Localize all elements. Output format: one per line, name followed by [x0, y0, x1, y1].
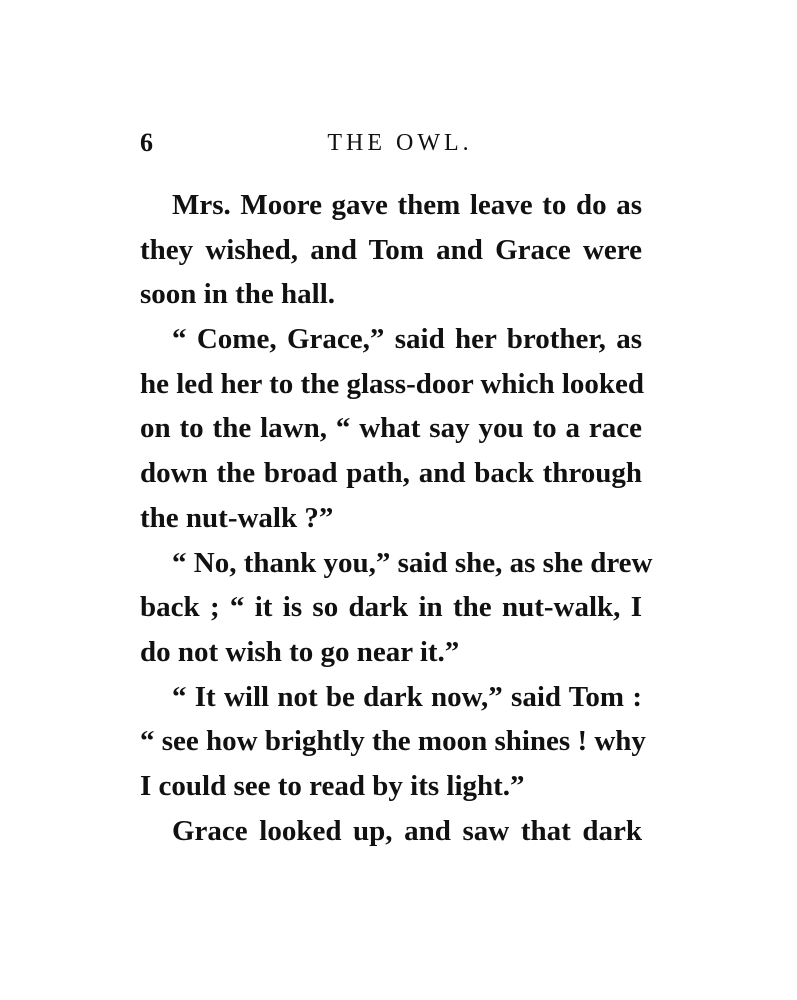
text-line: on to the lawn, “ what say you to a race: [140, 412, 642, 445]
text-line: soon in the hall.: [140, 278, 335, 311]
text-line: back ; “ it is so dark in the nut-walk, I: [140, 591, 642, 624]
text-line: “ Come, Grace,” said her brother, as: [172, 323, 642, 356]
page-header: [140, 128, 642, 168]
text-line: the nut-walk ?”: [140, 501, 334, 534]
text-line: Mrs. Moore gave them leave to do as: [172, 189, 642, 221]
page-number: 6: [140, 128, 153, 157]
body-text: [140, 183, 653, 853]
running-title: THE OWL.: [327, 130, 473, 156]
text-line: “ It will not be dark now,” said Tom :: [172, 680, 642, 713]
text-line: do not wish to go near it.”: [140, 635, 460, 668]
text-line: I could see to read by its light.”: [140, 769, 525, 802]
text-line: Grace looked up, and saw that dark: [172, 814, 642, 847]
text-line: “ see how brightly the moon shines ! why: [140, 725, 646, 758]
text-line: down the broad path, and back through: [140, 457, 642, 490]
text-line: he led her to the glass-door which looked: [140, 367, 645, 400]
text-line: “ No, thank you,” said she, as she drew: [172, 546, 653, 579]
text-line: they wished, and Tom and Grace were: [140, 233, 642, 266]
